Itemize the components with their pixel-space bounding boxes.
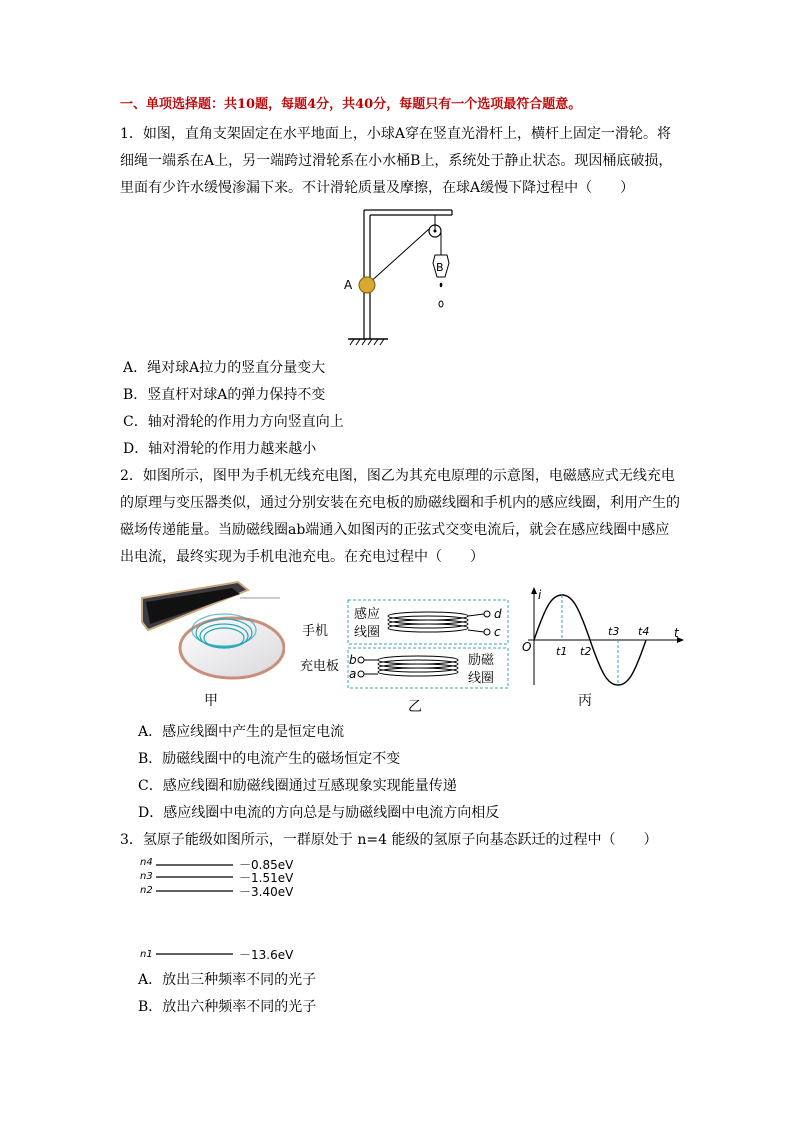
origin-label: O — [522, 640, 532, 654]
q2-figure-bing — [516, 585, 688, 690]
q3-line: 3．氢原子能级如图所示，一群原处于 n=4 能级的氢原子向基态跃迁的过程中（ ） — [120, 832, 658, 848]
label-a: A — [344, 278, 353, 292]
level-n3-energy: －1.51eV — [239, 871, 294, 885]
q2-line-4: 出电流，最终实现为手机电池充电。在充电过程中（ ） — [120, 549, 484, 565]
caption-jia: 甲 — [204, 693, 218, 709]
q1-line-2: 细绳一端系在A上，另一端跨过滑轮系在小水桶B上，系统处于静止状态。现因桶底破损， — [120, 153, 673, 169]
level-n3-label: n3 — [140, 871, 153, 882]
q3-energy-diagram — [138, 855, 318, 965]
label-b-terminal: b — [349, 653, 357, 667]
q2-option-b: B．励磁线圈中的电流产生的磁场恒定不变 — [138, 751, 401, 767]
level-n1-label: n1 — [140, 949, 153, 960]
q2-option-a: A．感应线圈中产生的是恒定电流 — [138, 724, 345, 740]
q1-line-3: 里面有少许水缓慢渗漏下来。不计滑轮质量及摩擦，在球A缓慢下降过程中（ ） — [120, 180, 635, 196]
q2-figure-jia — [140, 580, 285, 685]
level-n4-label: n4 — [140, 857, 153, 868]
t3-label: t3 — [608, 625, 620, 638]
axis-t-label: t — [674, 626, 679, 640]
q2-figure-yi — [298, 598, 513, 690]
q1-option-b: B．竖直杆对球A的弹力保持不变 — [123, 387, 326, 403]
label-sense-2: 线圈 — [354, 625, 381, 640]
q1-line-1: 1．如图，直角支架固定在水平地面上，小球A穿在竖直光滑杆上，横杆上固定一滑轮。将 — [120, 126, 672, 142]
t4-label: t4 — [638, 625, 650, 638]
q1-figure — [340, 205, 460, 350]
q3-option-b: B．放出六种频率不同的光子 — [138, 999, 317, 1015]
q2-line-2: 的原理与变压器类似，通过分别安装在充电板的励磁线圈和手机内的感应线圈，利用产生的 — [120, 495, 680, 511]
label-excite-2: 线圈 — [468, 671, 495, 686]
label-phone: 手机 — [302, 624, 329, 639]
t1-label: t1 — [556, 645, 568, 658]
ball-icon — [359, 277, 375, 293]
caption-yi: 乙 — [408, 699, 422, 715]
t2-label: t2 — [580, 645, 592, 658]
q3-option-a: A．放出三种频率不同的光子 — [138, 972, 317, 988]
q2-option-c: C．感应线圈和励磁线圈通过互感现象实现能量传递 — [138, 778, 457, 794]
q1-option-a: A．绳对球A拉力的竖直分量变大 — [123, 360, 326, 376]
label-b: B — [436, 261, 444, 274]
level-n4-energy: －0.85eV — [239, 858, 294, 872]
q2-line-1: 2．如图所示，图甲为手机无线充电图，图乙为其充电原理的示意图，电磁感应式无线充电 — [120, 468, 675, 484]
label-c: c — [494, 625, 501, 639]
q1-option-d: D．轴对滑轮的作用力越来越小 — [123, 441, 317, 457]
caption-bing: 丙 — [578, 693, 592, 709]
level-n2-energy: －3.40eV — [239, 885, 294, 899]
level-n1-energy: －13.6eV — [239, 948, 294, 962]
label-d: d — [494, 607, 502, 621]
label-pad: 充电板 — [300, 659, 340, 674]
label-sense-1: 感应 — [354, 607, 381, 622]
q1-option-c: C．轴对滑轮的作用力方向竖直向上 — [123, 414, 344, 430]
label-a-terminal: a — [349, 667, 357, 681]
level-n2-label: n2 — [140, 885, 153, 896]
q2-option-d: D．感应线圈中电流的方向总是与励磁线圈中电流方向相反 — [138, 805, 500, 821]
section-title: 一、单项选择题：共10题，每题4分，共40分，每题只有一个选项最符合题意。 — [120, 97, 582, 112]
q2-line-3: 磁场传递能量。当励磁线圈ab端通入如图丙的正弦式交变电流后，就会在感应线圈中感应 — [120, 522, 670, 538]
axis-i-label: i — [538, 588, 542, 602]
label-excite-1: 励磁 — [468, 653, 495, 668]
